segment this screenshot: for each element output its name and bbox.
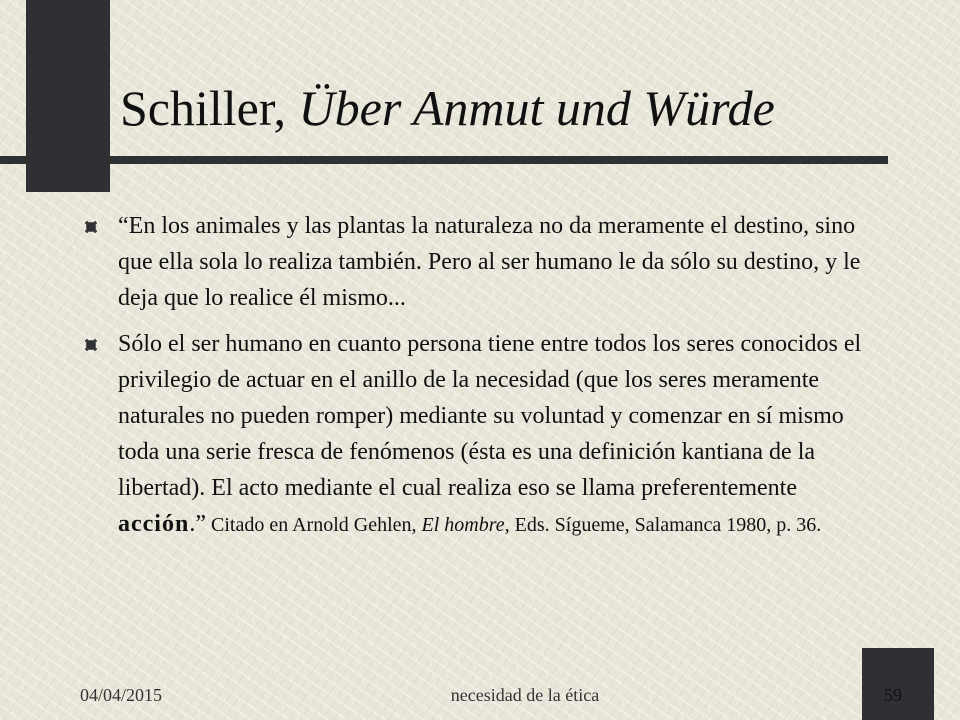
citation xyxy=(206,514,821,536)
slide-title xyxy=(120,78,775,138)
footer-date: 04/04/2015 xyxy=(80,685,163,705)
closing-bold-word: acción xyxy=(118,511,190,537)
title-italic: Über Anmut und Würde xyxy=(298,80,775,136)
closing-text-post: .” xyxy=(189,511,206,537)
bullet-item-2 xyxy=(80,326,880,543)
bullet-text-2: Sólo el ser humano en cuanto persona tiene entre todos los seres conocidos el privilegio de actuar en el anillo de la necesidad (que los seres meramente naturales no pueden romper) mediante su voluntad y comenzar en sí mismo toda una serie fresca de fenómenos (ésta es una definición kantiana de la libertad). El acto mediante el cual realiza eso xyxy=(118,331,862,501)
bullet-list xyxy=(80,208,880,543)
footer-title: necesidad de la ética xyxy=(450,685,600,705)
bullet-text-1: “En los animales y las plantas la naturaleza no da meramente el destino, sino que ella sola lo realiza también. Pero al ser humano le da sólo su destino, y le deja que lo realice él mismo... xyxy=(118,213,861,311)
title-plain: Schiller, xyxy=(120,80,299,136)
citation-pre: Citado en Arnold Gehlen, xyxy=(205,514,422,536)
page-number: 59 xyxy=(884,685,902,705)
citation-italic: El hombre, xyxy=(421,514,510,536)
bullet-item-1 xyxy=(80,208,880,316)
square-bullet-icon xyxy=(84,220,98,234)
closing-text-pre: se llama preferentemente xyxy=(555,475,797,501)
title-underline-rule xyxy=(0,156,888,164)
citation-post: Eds. Sígueme, Salamanca 1980, p. 36. xyxy=(509,514,822,536)
square-bullet-icon xyxy=(84,338,98,352)
